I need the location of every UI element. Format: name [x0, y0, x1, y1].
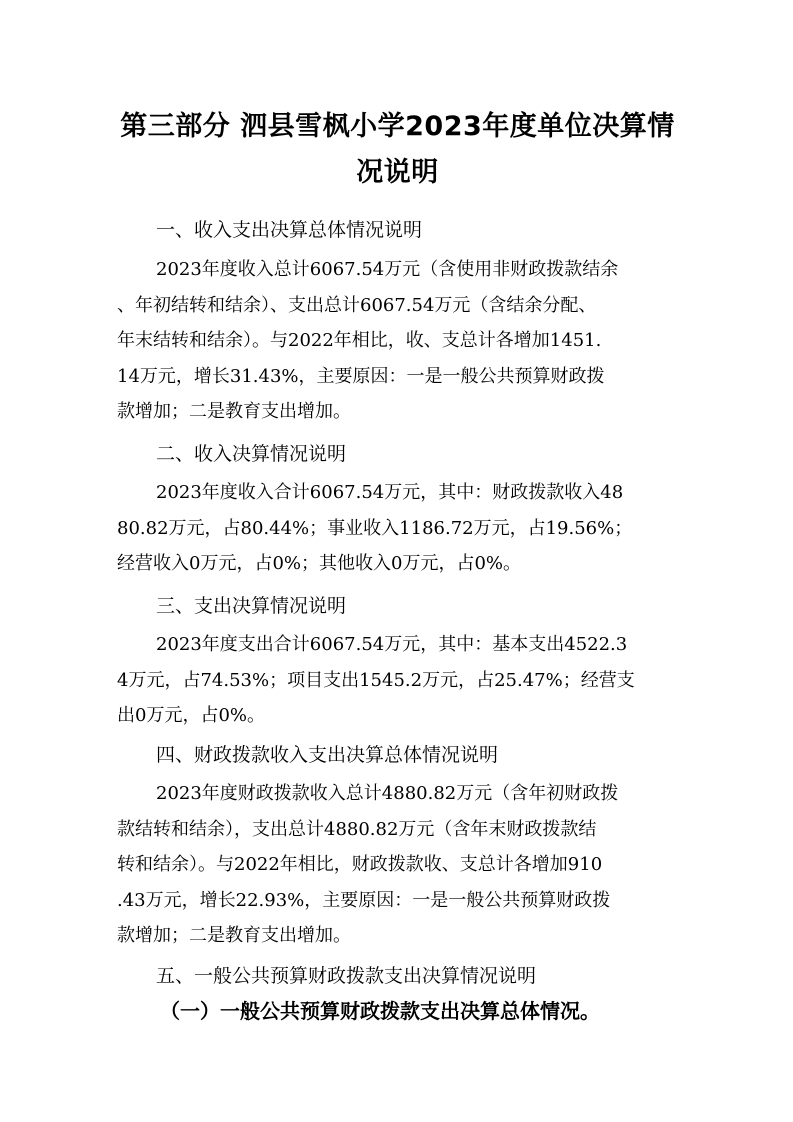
- paragraph-line: 80.82万元，占80.44%；事业收入1186.72万元，占19.56%；: [117, 517, 633, 539]
- section-paragraph-1: [117, 252, 677, 430]
- paragraph-line: 2023年度收入合计6067.54万元，其中：财政拨款收入48: [156, 482, 624, 503]
- section-paragraph-4: [117, 776, 677, 954]
- paragraph-line: 经营收入0万元，占0%；其他收入0万元，占0%。: [117, 553, 522, 574]
- paragraph-line: 2023年度支出合计6067.54万元，其中：基本支出4522.3: [156, 634, 628, 655]
- subsection-heading: （一）一般公共预算财政拨款支出决算总体情况。: [160, 999, 600, 1023]
- paragraph-line: .43万元，增长22.93%，主要原因：一是一般公共预算财政拨: [117, 889, 611, 911]
- section-heading-5: 五、一般公共预算财政拨款支出决算情况说明: [156, 965, 537, 987]
- paragraph-line: 14万元，增长31.43%，主要原因：一是一般公共预算财政拨: [117, 365, 605, 387]
- paragraph-line: 款结转和结余），支出总计4880.82万元（含年末财政拨款结: [117, 818, 597, 840]
- paragraph-line: 、年初结转和结余）、支出总计6067.54万元（含结余分配、: [117, 294, 597, 316]
- paragraph-line: 款增加；二是教育支出增加。: [117, 925, 351, 946]
- paragraph-line: 转和结余）。与2022年相比，财政拨款收、支总计各增加910: [117, 854, 603, 875]
- paragraph-line: 4万元，占74.53%；项目支出1545.2万元，占25.47%；经营支: [117, 669, 635, 691]
- section-heading-2: 二、收入决算情况说明: [156, 443, 347, 465]
- section-heading-1: 一、收入支出决算总体情况说明: [156, 219, 423, 241]
- paragraph-line: 2023年度财政拨款收入总计4880.82万元（含年初财政拨: [156, 783, 619, 804]
- page-title: [110, 104, 685, 196]
- section-heading-4: 四、财政拨款收入支出决算总体情况说明: [156, 744, 499, 766]
- paragraph-line: 出0万元，占0%。: [117, 705, 266, 726]
- title-line-1: 第三部分 泗县雪枫小学2023年度单位决算情: [120, 111, 675, 142]
- paragraph-line: 款增加；二是教育支出增加。: [117, 401, 351, 422]
- title-line-2: 况说明: [356, 157, 439, 188]
- paragraph-line: 年末结转和结余）。与2022年相比，收、支总计各增加1451.: [117, 330, 602, 351]
- section-paragraph-2: [117, 475, 677, 582]
- section-heading-3: 三、支出决算情况说明: [156, 595, 347, 617]
- paragraph-line: 2023年度收入总计6067.54万元（含使用非财政拨款结余: [156, 259, 619, 280]
- section-paragraph-3: [117, 627, 677, 734]
